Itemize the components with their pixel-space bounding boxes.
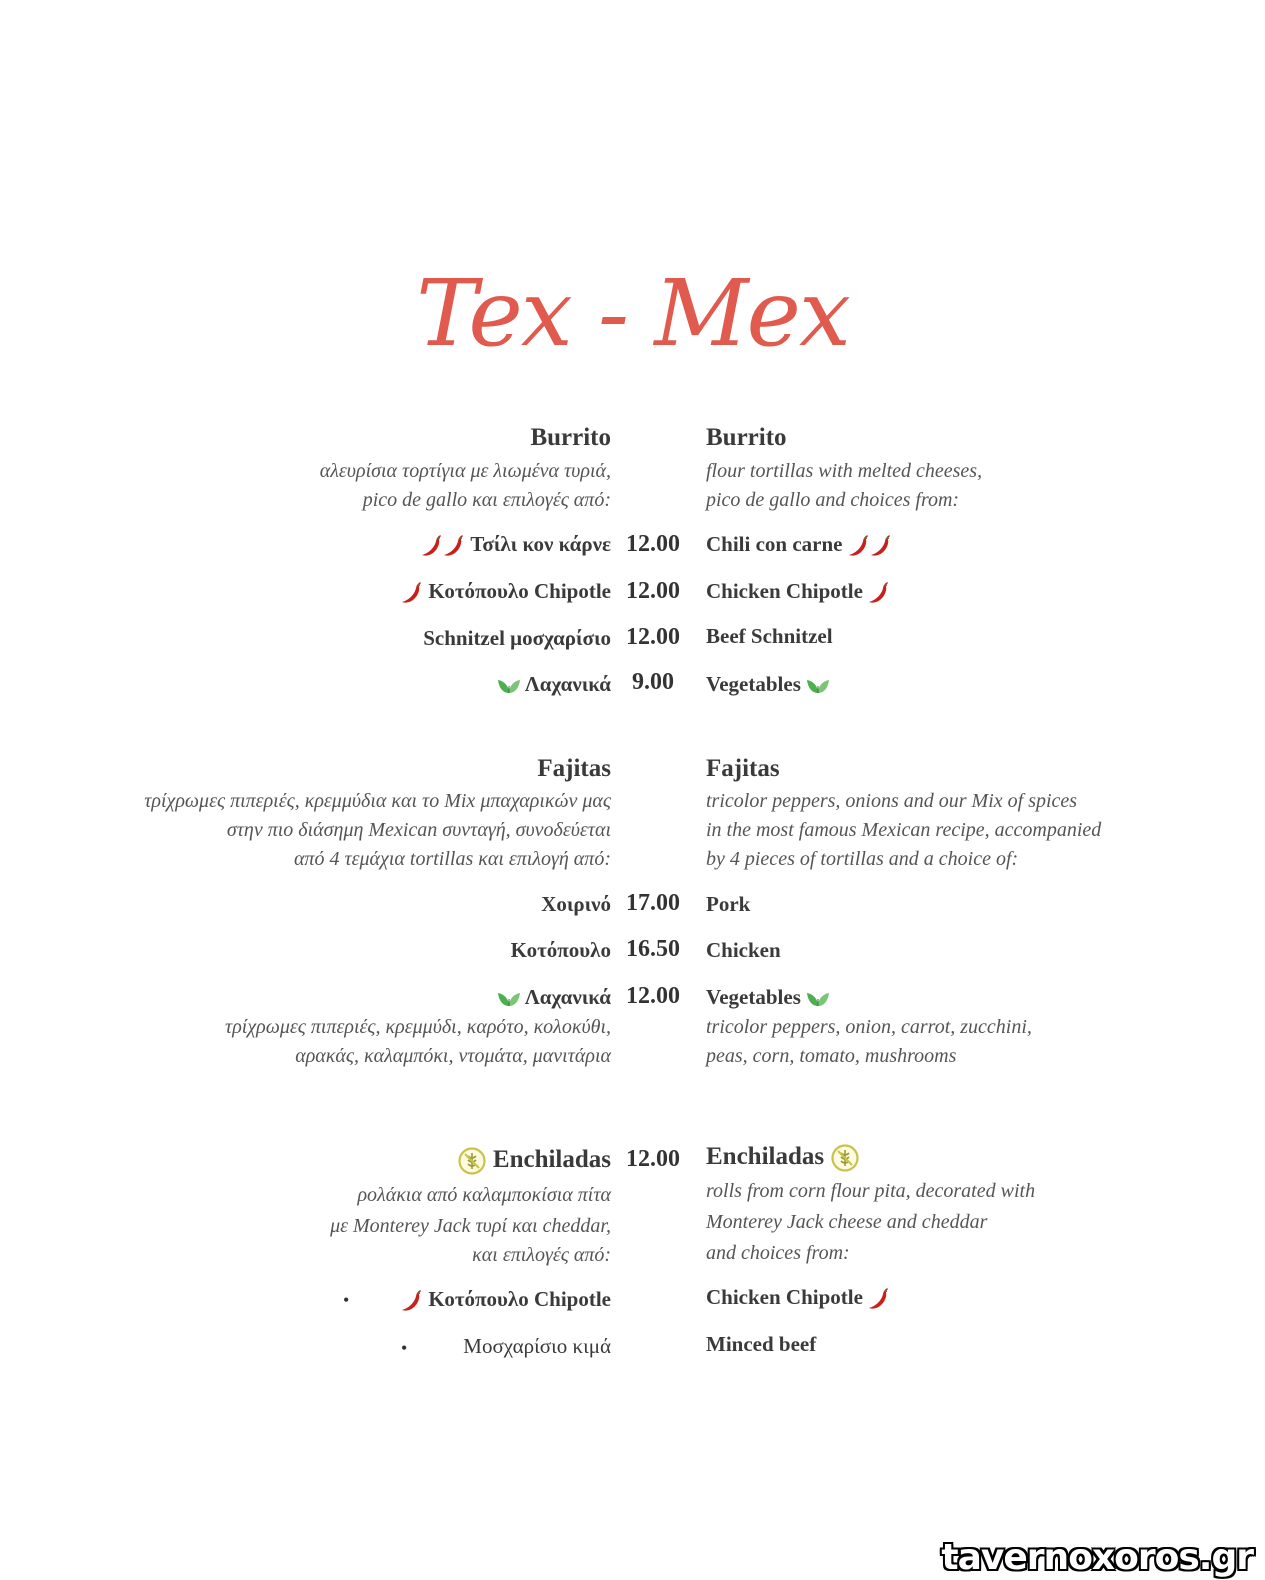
leaf-icon [497, 990, 521, 1008]
price: 9.00 [632, 669, 674, 695]
menu-item-vegetables-gr [497, 985, 611, 1010]
price: 12.00 [626, 1146, 680, 1172]
menu-item-beef-schnitzel-en: Beef Schnitzel [706, 624, 833, 648]
price: 17.00 [626, 890, 680, 916]
item-name-en: Chili con carne [706, 532, 843, 556]
bullet: • [343, 1290, 350, 1310]
chili-icon [848, 534, 870, 558]
menu-item-chicken-chipotle-en [706, 579, 890, 605]
item-name-en: Chicken Chipotle [706, 1285, 863, 1309]
burrito-desc-en-1: flour tortillas with melted cheeses, [706, 460, 983, 482]
item-name-gr: Κοτόπουλο Chipotle [428, 579, 611, 603]
price: 12.00 [626, 531, 680, 557]
enchiladas-desc-en-1: rolls from corn flour pita, decorated with [706, 1180, 1036, 1202]
chili-icon [401, 581, 423, 605]
menu-item-chili-con-carne-gr [421, 532, 611, 558]
heading-text: Enchiladas [706, 1143, 825, 1170]
burrito-heading-en: Burrito [706, 424, 787, 451]
price: 12.00 [626, 983, 680, 1009]
bullet: • [401, 1338, 408, 1358]
enchiladas-desc-gr-3: και επιλογές από: [472, 1244, 611, 1266]
menu-item-chicken-chipotle-gr [401, 1287, 611, 1313]
fajitas-desc-gr-2: στην πιο διάσημη Mexican συνταγή, συνοδεύεται [226, 819, 611, 841]
price: 16.50 [626, 936, 680, 962]
chili-icon [401, 1289, 423, 1313]
price: 12.00 [626, 578, 680, 604]
menu-item-pork-en: Pork [706, 892, 751, 916]
item-name-en: Vegetables [706, 985, 801, 1009]
menu-item-chili-con-carne-en [706, 532, 892, 558]
gluten-free-icon [457, 1146, 487, 1176]
item-name-en: Vegetables [706, 672, 801, 696]
fajitas-desc-en-1: tricolor peppers, onions and our Mix of spices [706, 790, 1078, 812]
chili-icon [443, 534, 465, 558]
burrito-heading-gr: Burrito [530, 424, 611, 451]
fajitas-desc-gr-1: τρίχρωμες πιπεριές, κρεμμύδια και το Mix μπαχαρικών μας [144, 790, 611, 812]
fajitas-desc-en-3: by 4 pieces of tortillas and a choice of: [706, 848, 1019, 870]
gluten-free-icon [830, 1143, 860, 1173]
burrito-desc-en-2: pico de gallo and choices from: [706, 489, 960, 511]
menu-item-vegetables-en [706, 672, 830, 697]
enchiladas-desc-gr-2: με Monterey Jack τυρί και cheddar, [330, 1215, 611, 1237]
item-name-en: Chicken Chipotle [706, 579, 863, 603]
chili-icon [421, 534, 443, 558]
leaf-icon [497, 677, 521, 695]
menu-item-beef-schnitzel-gr: Schnitzel μοσχαρίσιο [423, 626, 611, 650]
leaf-icon [806, 990, 830, 1008]
price: 12.00 [626, 624, 680, 650]
enchiladas-heading-en [706, 1143, 860, 1173]
item-name-gr: Λαχανικά [524, 985, 611, 1009]
enchiladas-heading-gr [457, 1146, 611, 1176]
menu-item-chicken-chipotle-en [706, 1285, 890, 1311]
chili-icon [870, 534, 892, 558]
fajitas-desc-en-2: in the most famous Mexican recipe, accompanied [706, 819, 1102, 841]
enchiladas-desc-gr-1: ρολάκια από καλαμποκίσια πίτα [357, 1184, 611, 1206]
page-title: Tex - Mex [416, 260, 849, 367]
chili-icon [868, 1287, 890, 1311]
enchiladas-desc-en-3: and choices from: [706, 1242, 850, 1264]
menu-item-minced-beef-en: Minced beef [706, 1332, 817, 1356]
item-name-gr: Λαχανικά [524, 672, 611, 696]
burrito-desc-gr-2: pico de gallo και επιλογές από: [362, 489, 611, 511]
heading-text: Enchiladas [492, 1146, 611, 1173]
fajitas-heading-gr: Fajitas [537, 755, 611, 782]
fajitas-heading-en: Fajitas [706, 755, 780, 782]
menu-item-vegetables-gr [497, 672, 611, 697]
menu-item-chicken-chipotle-gr [401, 579, 611, 605]
menu-item-pork-gr: Χοιρινό [541, 892, 611, 916]
vegetables-desc-gr-2: αρακάς, καλαμπόκι, ντομάτα, μανιτάρια [295, 1045, 611, 1067]
burrito-desc-gr-1: αλευρίσια τορτίγια με λιωμένα τυριά, [319, 460, 611, 482]
fajitas-desc-gr-3: από 4 τεμάχια tortillas και επιλογή από: [293, 848, 611, 870]
site-watermark: tavernoxoros.gr [941, 1537, 1253, 1578]
item-name-gr: Τσίλι κον κάρνε [470, 532, 611, 556]
item-name-gr: Κοτόπουλο Chipotle [428, 1287, 611, 1311]
menu-item-vegetables-en [706, 985, 830, 1010]
menu-item-minced-beef-gr: Μοσχαρίσιο κιμά [463, 1334, 611, 1358]
menu-item-chicken-en: Chicken [706, 938, 781, 962]
vegetables-desc-gr-1: τρίχρωμες πιπεριές, κρεμμύδι, καρότο, κολοκύθι, [225, 1016, 611, 1038]
chili-icon [868, 581, 890, 605]
vegetables-desc-en-1: tricolor peppers, onion, carrot, zucchini, [706, 1016, 1032, 1038]
vegetables-desc-en-2: peas, corn, tomato, mushrooms [706, 1045, 957, 1067]
menu-item-chicken-gr: Κοτόπουλο [510, 938, 611, 962]
leaf-icon [806, 677, 830, 695]
enchiladas-desc-en-2: Monterey Jack cheese and cheddar [706, 1211, 988, 1233]
